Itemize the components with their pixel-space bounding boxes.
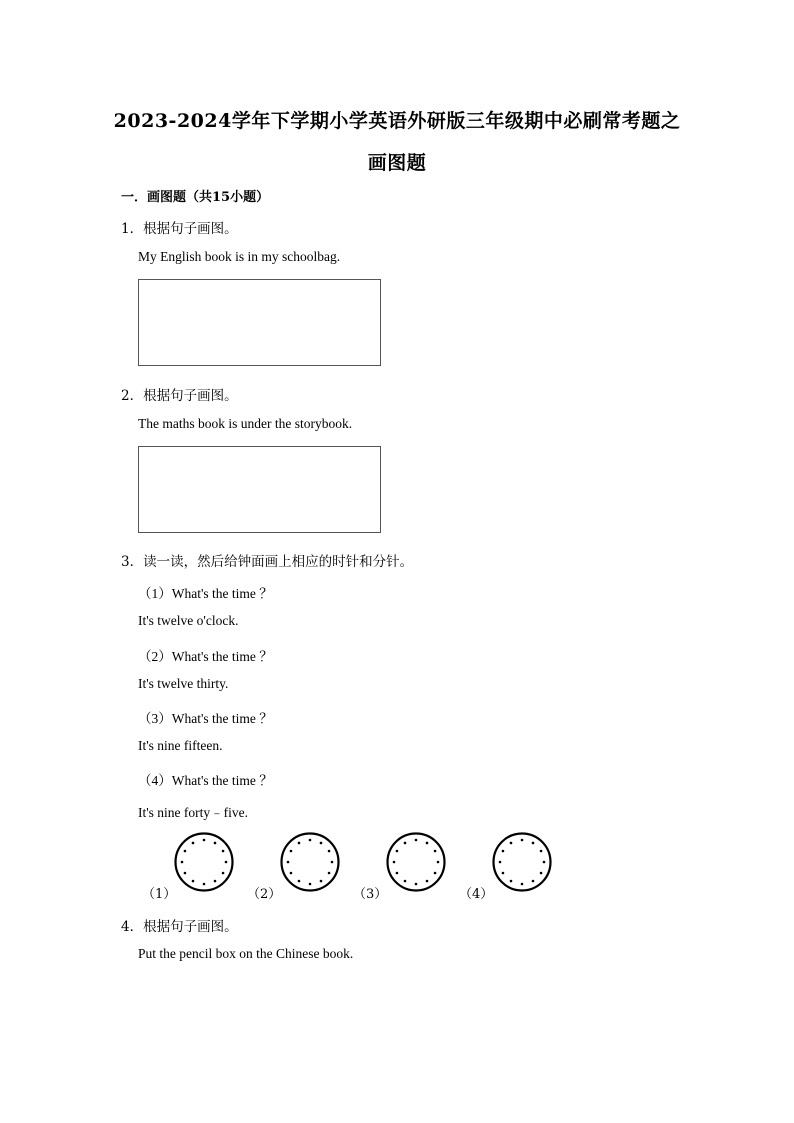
clock-hour-dot	[309, 839, 312, 842]
clock-hour-dot	[532, 842, 535, 845]
clock-hour-dot	[203, 839, 206, 842]
clock-hour-dot	[214, 842, 217, 845]
question-2-instruction: 根据句子画图。	[143, 388, 238, 404]
question-1-number: 1．	[121, 221, 144, 237]
clock-face-4[interactable]	[492, 832, 552, 892]
question-3-number: 3．	[121, 554, 144, 570]
clock-hour-dot	[434, 872, 437, 875]
clock-rim	[388, 834, 445, 891]
clock-hour-dot	[415, 883, 418, 886]
clock-hour-dot	[184, 872, 187, 875]
section-heading: 一．画图题（共15小题）	[121, 190, 270, 205]
clock-hour-dot	[222, 850, 225, 853]
clock-hour-dot	[434, 850, 437, 853]
question-1-instruction: 根据句子画图。	[143, 221, 238, 237]
clock-hour-dot	[396, 850, 399, 853]
question-3-item-2-question: （2）What's the time ？	[138, 649, 273, 664]
question-3-item-1-answer: It's twelve o'clock.	[138, 613, 239, 628]
question-3-item-1-question: （1）What's the time ？	[138, 586, 273, 601]
question-1-drawing-box[interactable]	[138, 279, 381, 366]
clock-hour-dot	[222, 872, 225, 875]
clock-hour-dot	[287, 861, 290, 864]
question-3-item-4-question: （4）What's the time ？	[138, 773, 273, 788]
clock-hour-dot	[290, 872, 293, 875]
clock-face-1[interactable]	[174, 832, 234, 892]
question-3-item-2-answer: It's twelve thirty.	[138, 676, 229, 691]
question-4-instruction: 根据句子画图。	[143, 919, 238, 935]
clock-hour-dot	[426, 880, 429, 883]
clock-1-label: （1）	[142, 887, 177, 902]
clock-hour-dot	[521, 883, 524, 886]
clock-hour-dot	[298, 880, 301, 883]
clock-hour-dot	[404, 880, 407, 883]
question-1-sentence: My English book is in my schoolbag.	[138, 249, 341, 264]
question-2-drawing-box[interactable]	[138, 446, 381, 533]
question-3-instruction: 读一读，然后给钟面画上相应的时针和分针。	[143, 554, 414, 570]
clock-hour-dot	[510, 842, 513, 845]
clock-4-label: （4）	[459, 887, 494, 902]
clock-hour-dot	[404, 842, 407, 845]
question-3-prompt	[121, 550, 413, 570]
question-2-sentence: The maths book is under the storybook.	[138, 416, 353, 431]
clock-hour-dot	[540, 850, 543, 853]
clock-hour-dot	[192, 880, 195, 883]
clock-hour-dot	[415, 839, 418, 842]
clock-hour-dot	[290, 850, 293, 853]
question-2-number: 2．	[121, 388, 144, 404]
question-3-item-3-question: （3）What's the time ？	[138, 711, 273, 726]
clock-hour-dot	[502, 850, 505, 853]
question-4-number: 4．	[121, 919, 144, 935]
clock-rim	[494, 834, 551, 891]
clock-face-3[interactable]	[386, 832, 446, 892]
clock-hour-dot	[532, 880, 535, 883]
clock-hour-dot	[396, 872, 399, 875]
clock-hour-dot	[192, 842, 195, 845]
clock-rim	[282, 834, 339, 891]
clock-hour-dot	[320, 842, 323, 845]
clock-2-label: （2）	[247, 887, 282, 902]
clock-hour-dot	[214, 880, 217, 883]
clock-hour-dot	[426, 842, 429, 845]
clock-hour-dot	[499, 861, 502, 864]
clock-hour-dot	[328, 872, 331, 875]
clock-hour-dot	[298, 842, 301, 845]
question-4-sentence: Put the pencil box on the Chinese book.	[138, 946, 354, 961]
clock-3-label: （3）	[353, 887, 388, 902]
clock-hour-dot	[540, 872, 543, 875]
clock-hour-dot	[331, 861, 334, 864]
clock-hour-dot	[543, 861, 546, 864]
question-2-prompt	[121, 384, 238, 404]
question-4-prompt	[121, 915, 238, 935]
question-1-prompt	[121, 217, 238, 237]
clock-hour-dot	[393, 861, 396, 864]
question-3-item-3-answer: It's nine fifteen.	[138, 738, 223, 753]
question-3-item-4-answer: It's nine forty﹣five.	[138, 805, 249, 820]
clock-hour-dot	[184, 850, 187, 853]
clock-hour-dot	[510, 880, 513, 883]
clock-hour-dot	[437, 861, 440, 864]
clock-hour-dot	[309, 883, 312, 886]
clock-hour-dot	[203, 883, 206, 886]
clock-hour-dot	[225, 861, 228, 864]
clock-hour-dot	[328, 850, 331, 853]
clock-hour-dot	[181, 861, 184, 864]
clock-rim	[176, 834, 233, 891]
clock-hour-dot	[521, 839, 524, 842]
clock-face-2[interactable]	[280, 832, 340, 892]
clock-hour-dot	[502, 872, 505, 875]
clock-hour-dot	[320, 880, 323, 883]
page-title-line-2: 画图题	[367, 152, 427, 174]
page-title-line-1: 2023-2024学年下学期小学英语外研版三年级期中必刷常考题之	[113, 110, 681, 132]
